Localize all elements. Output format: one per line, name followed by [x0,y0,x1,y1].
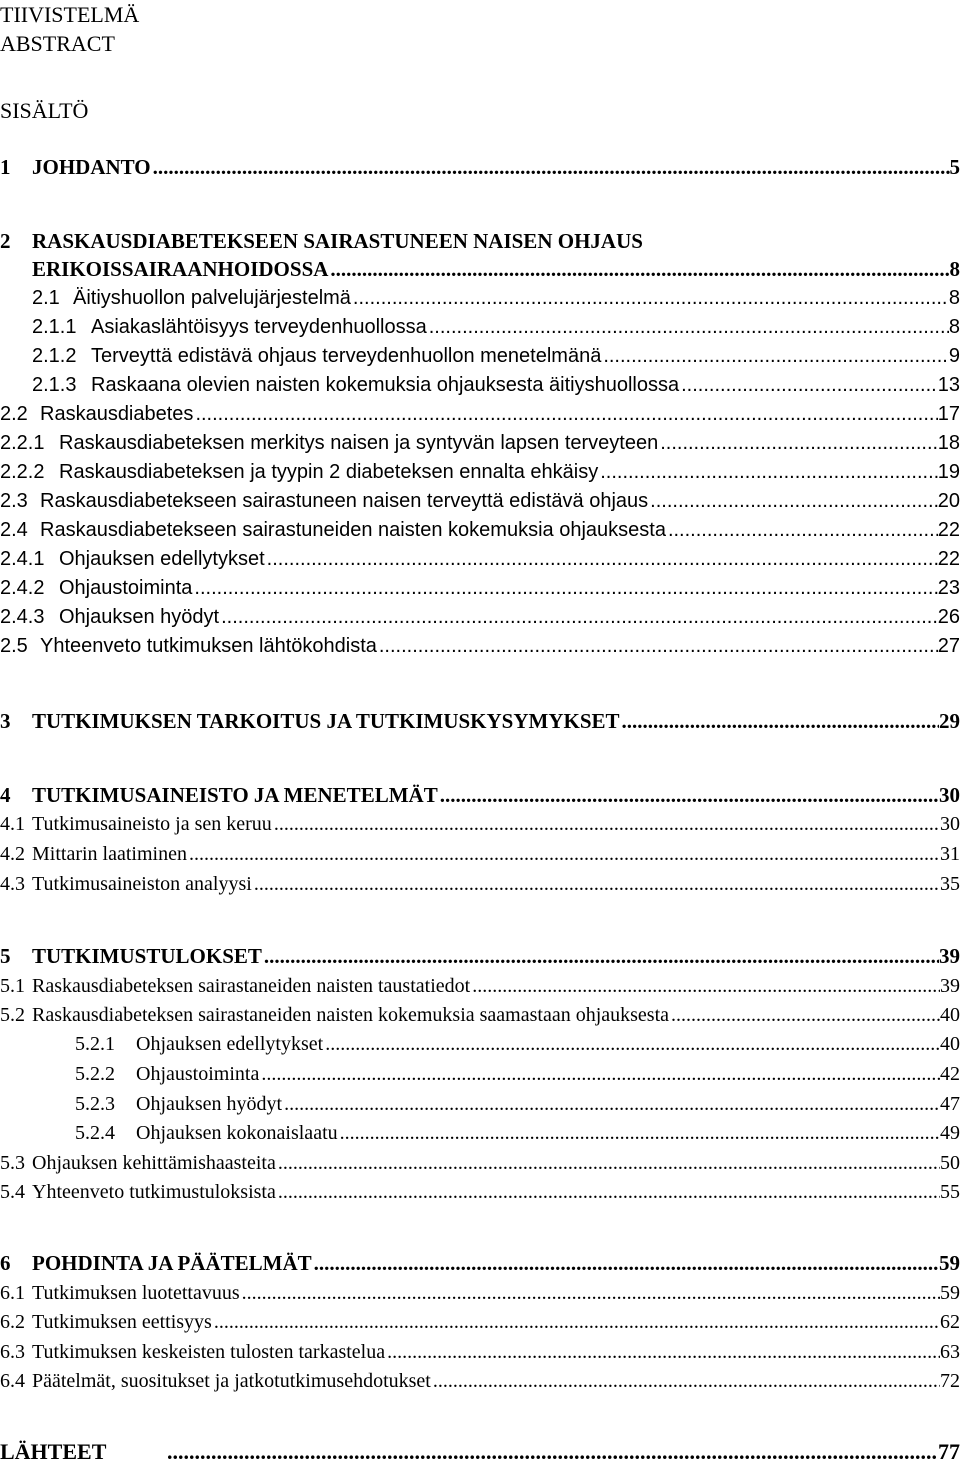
toc-title: Tutkimusaineiston analyysi [32,870,252,898]
dot-leader [187,840,940,868]
toc-page-number: 62 [940,1308,960,1336]
toc-title: Terveyttä edistävä ohjaus terveydenhuollon menetelmänä [91,342,601,370]
toc-number: 2 [0,227,11,255]
toc-page-number: 22 [938,516,960,544]
toc-entry-5-3[interactable] [0,1149,960,1177]
toc-title: POHDINTA JA PÄÄTELMÄT [32,1249,312,1277]
heading-abstract: ABSTRACT [0,31,115,57]
dot-leader [377,632,938,660]
dot-leader [648,487,938,515]
toc-page-number: 42 [940,1060,960,1088]
toc-page-number: 20 [938,487,960,515]
toc-entry-2-4[interactable] [0,516,960,544]
dot-leader [212,1308,940,1336]
toc-number: 5.3 [0,1149,25,1177]
toc-title: Raskausdiabetekseen sairastuneiden naisten kokemuksia ohjauksesta [40,516,666,544]
toc-number: 1 [0,153,11,181]
toc-entry-2-line2[interactable] [0,255,960,283]
dot-leader [427,313,949,341]
dot-leader [385,1338,940,1366]
toc-page-number: 8 [950,255,960,283]
toc-title: Yhteenveto tutkimuksen lähtökohdista [40,632,377,660]
toc-number: 5.1 [0,972,25,1000]
toc-number: 2.2.2 [0,458,44,486]
dot-leader [620,707,939,735]
dot-leader [276,1149,940,1177]
heading-tiivistelma: TIIVISTELMÄ [0,2,139,28]
toc-page-number: 19 [938,458,960,486]
dot-leader [658,429,938,457]
toc-entry-6[interactable] [0,1249,960,1277]
toc-number: 2.1.1 [32,313,76,341]
toc-number: 2.4 [0,516,28,544]
dot-leader [470,972,940,1000]
toc-entry-2-line1[interactable] [0,227,960,255]
toc-number: 6 [0,1249,11,1277]
toc-page-number: 39 [940,972,960,1000]
toc-title: Raskaana olevien naisten kokemuksia ohjauksesta äitiyshuollossa [91,371,679,399]
dot-leader [598,458,938,486]
toc-number: 5.2.4 [75,1119,115,1147]
toc-title: Äitiyshuollon palvelujärjestelmä [73,284,351,312]
toc-title: JOHDANTO [32,153,151,181]
toc-number: 2.4.3 [0,603,44,631]
toc-number: 5.4 [0,1178,25,1206]
dot-leader [192,574,937,602]
toc-number: 3 [0,707,11,735]
toc-entry-2-2-1[interactable] [0,429,960,457]
toc-number: 2.5 [0,632,28,660]
toc-page-number: 27 [938,632,960,660]
toc-entry-2-1-3[interactable] [0,371,960,399]
toc-number: 6.1 [0,1279,25,1307]
toc-title: Raskausdiabetekseen sairastuneen naisen terveyttä edistävä ohjaus [40,487,648,515]
dot-leader [259,1060,940,1088]
toc-page-number: 63 [940,1338,960,1366]
dot-leader [276,1178,940,1206]
toc-page-number: 13 [938,371,960,399]
toc-entry-2-4-3[interactable] [0,603,960,631]
toc-page-number: 8 [949,313,960,341]
toc-number: 2.1.3 [32,371,76,399]
toc-entry-3[interactable] [0,707,960,735]
dot-leader [669,1001,940,1029]
toc-title: Asiakaslähtöisyys terveydenhuollossa [91,313,427,341]
toc-number: 5.2.3 [75,1090,115,1118]
toc-number: 4 [0,781,11,809]
dot-leader [679,371,938,399]
toc-number: 5.2.2 [75,1060,115,1088]
toc-entry-5-4[interactable] [0,1178,960,1206]
dot-leader [272,810,940,838]
toc-entry-2-5[interactable] [0,632,960,660]
dot-leader [165,1438,938,1466]
toc-entry-4-2[interactable] [0,840,960,868]
toc-page-number: 5 [950,153,960,181]
toc-entry-5-2[interactable] [0,1001,960,1029]
toc-page-number: 77 [938,1438,960,1466]
toc-page-number: 72 [940,1367,960,1395]
toc-title: Yhteenveto tutkimustuloksista [32,1178,276,1206]
toc-page-number: 9 [949,342,960,370]
toc-title-continued: ERIKOISSAIRAANHOIDOSSA [32,255,328,283]
toc-title: Raskausdiabeteksen ja tyypin 2 diabeteksen ennalta ehkäisy [59,458,598,486]
toc-page-number: 55 [940,1178,960,1206]
toc-title: RASKAUSDIABETEKSEEN SAIRASTUNEEN NAISEN OHJAUS [32,227,960,255]
toc-page-number: 30 [940,810,960,838]
toc-page-number: 39 [939,942,960,970]
toc-title: Raskausdiabeteksen sairastaneiden naisten kokemuksia saamastaan ohjauksesta [32,1001,669,1029]
toc-entry-4-3[interactable] [0,870,960,898]
toc-number: 5.2.1 [75,1030,115,1058]
toc-number: 2.1.2 [32,342,76,370]
toc-number: 4.2 [0,840,25,868]
toc-number: 2.2 [0,400,28,428]
toc-entry-5-2-3[interactable] [0,1090,960,1118]
toc-title: Ohjauksen kokonaislaatu [136,1119,338,1147]
dot-leader [193,400,937,428]
toc-number: 6.4 [0,1367,25,1395]
toc-title: Ohjauksen edellytykset [136,1030,323,1058]
toc-entry-2-2-2[interactable] [0,458,960,486]
dot-leader [240,1279,940,1307]
toc-entry-1[interactable] [0,153,960,181]
dot-leader [262,942,939,970]
toc-entry-5-2-4[interactable] [0,1119,960,1147]
toc-number: 6.2 [0,1308,25,1336]
toc-number: 2.3 [0,487,28,515]
dot-leader [151,153,950,181]
toc-entry-6-4[interactable] [0,1367,960,1395]
toc-title: Raskausdiabeteksen sairastaneiden naisten taustatiedot [32,972,470,1000]
dot-leader [351,284,949,312]
toc-entry-5-2-1[interactable] [0,1030,960,1058]
toc-page-number: 18 [938,429,960,457]
dot-leader [323,1030,940,1058]
toc-entry-2-1-2[interactable] [0,342,960,370]
toc-title: TUTKIMUSAINEISTO JA MENETELMÄT [32,781,438,809]
toc-page-number: 49 [940,1119,960,1147]
toc-number: 6.3 [0,1338,25,1366]
toc-title: Tutkimuksen keskeisten tulosten tarkastelua [32,1338,385,1366]
toc-number: 2.4.1 [0,545,44,573]
toc-title: Tutkimusaineisto ja sen keruu [32,810,272,838]
toc-entry-4-1[interactable] [0,810,960,838]
heading-sisalto: SISÄLTÖ [0,98,88,124]
toc-entry-2-1[interactable] [0,284,960,312]
toc-page-number: 47 [940,1090,960,1118]
toc-entry-6-1[interactable] [0,1279,960,1307]
toc-entry-4[interactable] [0,781,960,809]
toc-title: Ohjauksen hyödyt [136,1090,282,1118]
toc-entry-2-3[interactable] [0,487,960,515]
toc-page-number: 40 [940,1030,960,1058]
toc-title: Ohjauksen hyödyt [59,603,219,631]
toc-number: 4.3 [0,870,25,898]
toc-title: Tutkimuksen luotettavuus [32,1279,240,1307]
toc-title: TUTKIMUSTULOKSET [32,942,262,970]
toc-page-number: 8 [949,284,960,312]
toc-number: 4.1 [0,810,25,838]
toc-title: Ohjauksen kehittämishaasteita [32,1149,276,1177]
dot-leader [438,781,939,809]
toc-title: Raskausdiabeteksen merkitys naisen ja syntyvän lapsen terveyteen [59,429,658,457]
dot-leader [265,545,938,573]
toc-title: Ohjaustoiminta [136,1060,259,1088]
toc-page-number: 29 [939,707,960,735]
toc-entry-5-2-2[interactable] [0,1060,960,1088]
toc-page-number: 23 [938,574,960,602]
toc-entry-lahteet[interactable] [0,1438,960,1466]
toc-number: 5 [0,942,11,970]
toc-page-number: 50 [940,1149,960,1177]
toc-title: LÄHTEET [0,1438,106,1466]
dot-leader [431,1367,940,1395]
toc-page-number: 59 [940,1279,960,1307]
toc-title: Raskausdiabetes [40,400,193,428]
dot-leader [312,1249,939,1277]
toc-page-number: 26 [938,603,960,631]
toc-entry-2-4-1[interactable] [0,545,960,573]
toc-entry-6-2[interactable] [0,1308,960,1336]
dot-leader [328,255,949,283]
toc-entry-6-3[interactable] [0,1338,960,1366]
toc-entry-2-4-2[interactable] [0,574,960,602]
toc-title: Mittarin laatiminen [32,840,187,868]
dot-leader [666,516,938,544]
toc-page-number: 22 [938,545,960,573]
toc-title: Tutkimuksen eettisyys [32,1308,212,1336]
toc-page-number: 30 [939,781,960,809]
dot-leader [338,1119,940,1147]
toc-page-number: 40 [940,1001,960,1029]
dot-leader [601,342,949,370]
dot-leader [282,1090,940,1118]
toc-title: TUTKIMUKSEN TARKOITUS JA TUTKIMUSKYSYMYKSET [32,707,620,735]
toc-page-number: 17 [938,400,960,428]
toc-page-number: 59 [939,1249,960,1277]
dot-leader [252,870,940,898]
toc-title: Ohjaustoiminta [59,574,192,602]
toc-number: 2.1 [32,284,60,312]
toc-entry-2-1-1[interactable] [0,313,960,341]
toc-page-number: 31 [940,840,960,868]
toc-title: Päätelmät, suositukset ja jatkotutkimusehdotukset [32,1367,431,1395]
toc-number: 5.2 [0,1001,25,1029]
dot-leader [219,603,938,631]
toc-entry-5-1[interactable] [0,972,960,1000]
toc-number: 2.2.1 [0,429,44,457]
toc-title: Ohjauksen edellytykset [59,545,265,573]
toc-entry-5[interactable] [0,942,960,970]
toc-page-number: 35 [940,870,960,898]
toc-entry-2-2[interactable] [0,400,960,428]
toc-number: 2.4.2 [0,574,44,602]
